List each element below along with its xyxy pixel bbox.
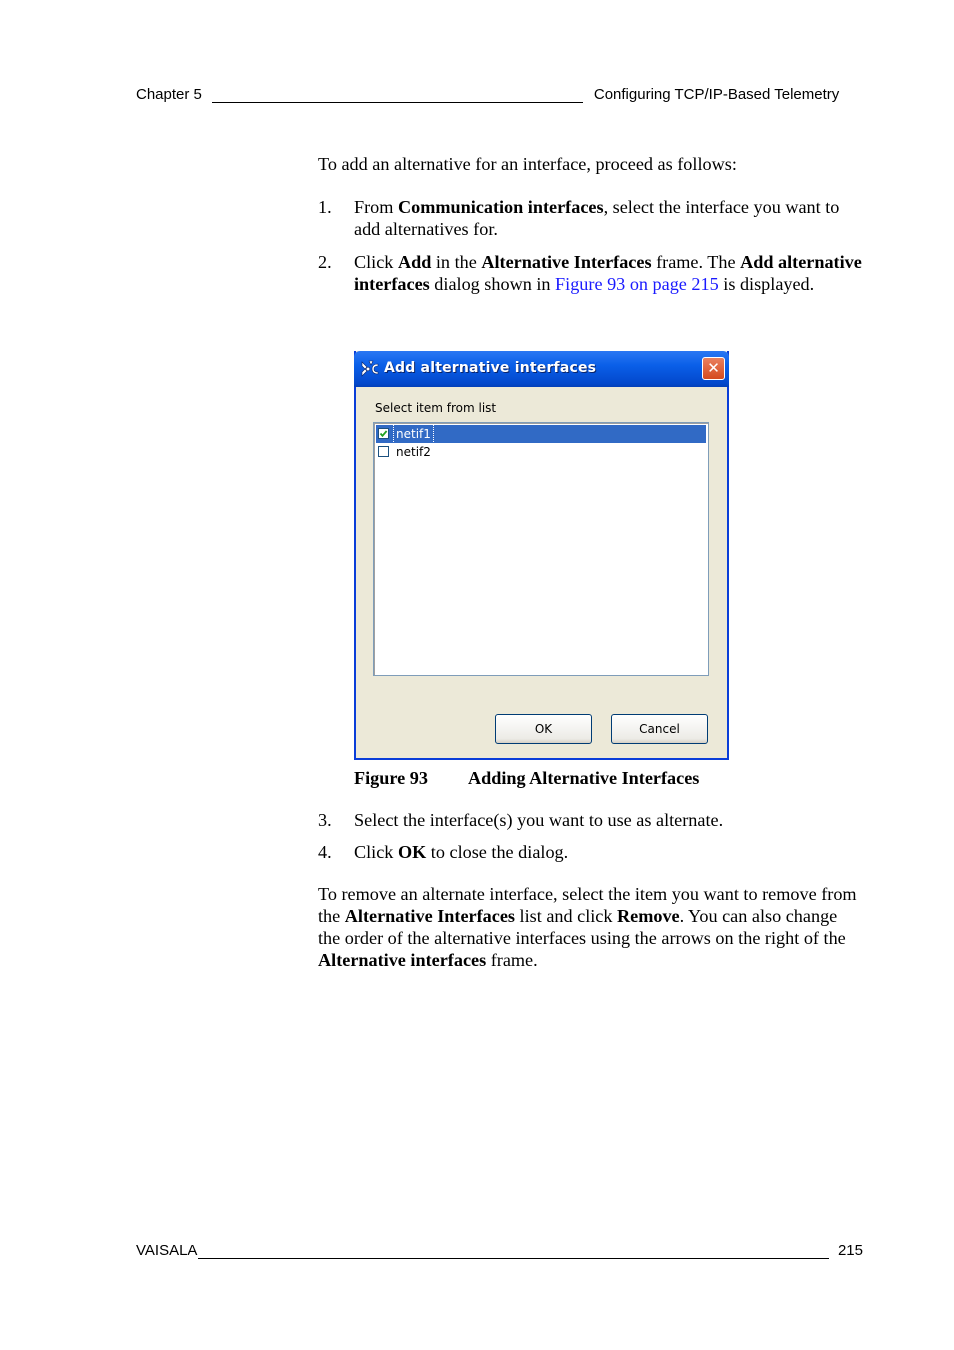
- figure-number: Figure 93: [354, 768, 428, 788]
- figure-title: Adding Alternative Interfaces: [468, 768, 700, 788]
- company-name: VAISALA: [136, 1242, 198, 1259]
- ok-button[interactable]: OK: [495, 714, 592, 744]
- list-label: Select item from list: [375, 401, 497, 415]
- closing-paragraph: To remove an alternate interface, select the item you want to remove from the Alternative Interfaces list and click Remove. You can also change the order of the alternative interfaces using the arrows on the right of the Alternative interfaces frame.: [318, 884, 857, 970]
- add-alternative-interfaces-dialog: [354, 351, 729, 760]
- item-checkbox[interactable]: [378, 428, 389, 439]
- step-text: Select the interface(s) you want to use as alternate.: [354, 810, 724, 830]
- close-icon: ✕: [707, 359, 720, 377]
- step-text: Click OK to close the dialog.: [354, 842, 569, 862]
- dialog-titlebar[interactable]: [354, 351, 729, 387]
- header-rule: [212, 87, 583, 103]
- page-number: 215: [837, 1242, 863, 1259]
- step-number: 3.: [318, 810, 332, 830]
- step-number: 4.: [318, 842, 332, 862]
- page-footer: [136, 1242, 863, 1259]
- check-icon: [379, 429, 388, 438]
- interfaces-listbox[interactable]: [373, 422, 709, 676]
- step-number: 2.: [318, 252, 332, 272]
- figure-caption: [354, 768, 700, 789]
- item-checkbox[interactable]: [378, 446, 389, 457]
- item-label: netif2: [396, 445, 431, 459]
- step-text: From Communication interfaces, select the interface you want to add alternatives for.: [354, 197, 840, 239]
- list-item[interactable]: [376, 443, 706, 461]
- intro-paragraph: To add an alternative for an interface, proceed as follows:: [318, 154, 737, 174]
- item-label: netif1: [396, 427, 431, 441]
- chapter-title: Configuring TCP/IP-Based Telemetry: [593, 86, 840, 103]
- footer-rule: [198, 1243, 829, 1259]
- app-icon: [360, 359, 380, 379]
- chapter-label: Chapter 5: [136, 86, 202, 103]
- list-item[interactable]: [376, 425, 706, 443]
- step-number: 1.: [318, 197, 332, 217]
- page-header: [136, 86, 863, 103]
- cancel-button[interactable]: Cancel: [611, 714, 708, 744]
- step-text: Click Add in the Alternative Interfaces frame. The Add alternative interfaces dialog shown in Figure 93 on page 215 is displayed.: [354, 252, 862, 294]
- figure-link[interactable]: Figure 93 on page 215: [555, 274, 719, 294]
- dialog-title: Add alternative interfaces: [384, 360, 597, 376]
- close-button[interactable]: [702, 357, 725, 380]
